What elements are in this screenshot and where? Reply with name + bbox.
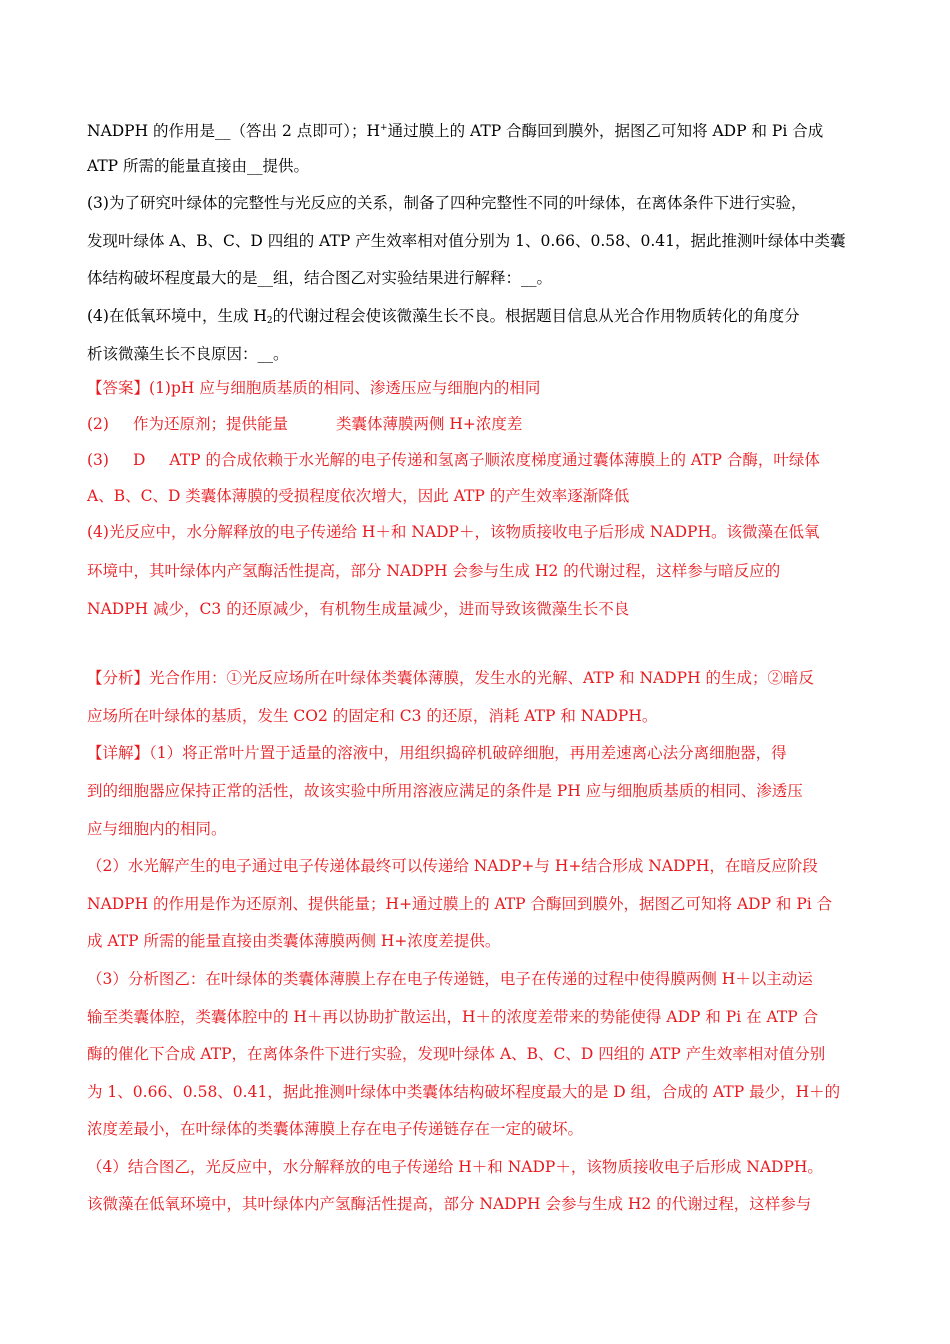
question-line-4: 发现叶绿体 A、B、C、D 四组的 ATP 产生效率相对值分别为 1、0.66、0.58、0.41，据此推测叶绿体中类囊: [87, 232, 846, 250]
superscript-plus: +: [380, 123, 388, 133]
detail-line-11: 浓度差最小，在叶绿体的类囊体薄膜上存在电子传递链存在一定的破坏。: [87, 1120, 584, 1138]
answer-line-1: [87, 378, 540, 398]
answer-number: (2): [87, 415, 109, 433]
question-line-5: 体结构破坏程度最大的是__组，结合图乙对实验结果进行解释：__。: [87, 269, 553, 287]
detail-line-5: NADPH 的作用是作为还原剂、提供能量；H+通过膜上的 ATP 合酶回到膜外，据图乙可知将 ADP 和 Pi 合: [87, 895, 833, 913]
answer-text: ATP 的合成依赖于水光解的电子传递和氢离子顺浓度梯度通过囊体薄膜上的 ATP 合酶，叶绿体: [169, 451, 820, 469]
question-line-1: [87, 118, 823, 141]
answer-line-7: NADPH 减少，C3 的还原减少，有机物生成量减少，进而导致该微藻生长不良: [87, 600, 630, 618]
detail-line-6: 成 ATP 所需的能量直接由类囊体薄膜两侧 H+浓度差提供。: [87, 932, 501, 950]
answer-text: 类囊体薄膜两侧 H+浓度差: [335, 415, 523, 433]
question-line-3: (3)为了研究叶绿体的完整性与光反应的关系，制备了四种完整性不同的叶绿体，在离体条件下进行实验，: [87, 194, 807, 212]
answer-line-2: [87, 414, 522, 434]
detail-tag: 【详解】: [87, 744, 150, 762]
detail-line-1: [87, 743, 787, 763]
question-text: NADPH 的作用是__（答出 2 点即可）；H: [87, 122, 381, 140]
answer-text: 作为还原剂；提供能量: [132, 415, 288, 433]
analysis-line-1: [87, 668, 814, 688]
detail-line-3: 应与细胞内的相同。: [87, 820, 227, 838]
analysis-tag: 【分析】: [87, 669, 150, 687]
detail-line-10: 为 1、0.66、0.58、0.41，据此推测叶绿体中类囊体结构破坏程度最大的是 D 组，合成的 ATP 最少，H＋的: [87, 1083, 841, 1101]
question-line-6: [87, 306, 800, 331]
answer-line-6: 环境中，其叶绿体内产氢酶活性提高，部分 NADPH 会参与生成 H2 的代谢过程，这样参与暗反应的: [87, 562, 781, 580]
question-text: 通过膜上的 ATP 合酶回到膜外，据图乙可知将 ADP 和 Pi 合成: [387, 122, 824, 140]
detail-line-9: 酶的催化下合成 ATP，在离体条件下进行实验，发现叶绿体 A、B、C、D 四组的 ATP 产生效率相对值分别: [87, 1045, 826, 1063]
answer-text: D: [132, 451, 146, 469]
detail-text: （1）将正常叶片置于适量的溶液中，用组织捣碎机破碎细胞，再用差速离心法分离细胞器，得: [149, 744, 787, 762]
question-line-2: ATP 所需的能量直接由__提供。: [87, 157, 310, 175]
subscript-two: 2: [266, 316, 273, 326]
question-text: (4)在低氧环境中，生成 H: [87, 307, 267, 325]
answer-text: (1)pH 应与细胞质基质的相同、渗透压应与细胞内的相同: [149, 379, 541, 397]
question-line-7: 析该微藻生长不良原因：__。: [87, 345, 289, 363]
analysis-text: 光合作用：①光反应场所在叶绿体类囊体薄膜，发生水的光解、ATP 和 NADPH 的生成；②暗反: [149, 669, 815, 687]
detail-line-8: 输至类囊体腔，类囊体腔中的 H＋再以协助扩散运出，H＋的浓度差带来的势能使得 ADP 和 Pi 在 ATP 合: [87, 1008, 819, 1026]
answer-tag: 【答案】: [87, 379, 150, 397]
detail-line-12: （4）结合图乙，光反应中，水分解释放的电子传递给 H＋和 NADP＋，该物质接收电子后形成 NADPH。: [87, 1158, 823, 1176]
answer-number: (3): [87, 451, 109, 469]
answer-line-5: (4)光反应中，水分解释放的电子传递给 H＋和 NADP＋，该物质接收电子后形成 NADPH。该微藻在低氧: [87, 523, 820, 541]
detail-line-7: （3）分析图乙：在叶绿体的类囊体薄膜上存在电子传递链，电子在传递的过程中使得膜两侧 H＋以主动运: [87, 970, 813, 988]
detail-line-13: 该微藻在低氧环境中，其叶绿体内产氢酶活性提高，部分 NADPH 会参与生成 H2 的代谢过程，这样参与: [87, 1195, 812, 1213]
answer-line-4: A、B、C、D 类囊体薄膜的受损程度依次增大，因此 ATP 的产生效率逐渐降低: [87, 487, 630, 505]
detail-line-2: 到的细胞器应保持正常的活性，故该实验中所用溶液应满足的条件是 PH 应与细胞质基质的相同、渗透压: [87, 782, 803, 800]
answer-line-3: [87, 450, 820, 470]
question-text: 的代谢过程会使该微藻生长不良。根据题目信息从光合作用物质转化的角度分: [272, 307, 800, 325]
detail-line-4: （2）水光解产生的电子通过电子传递体最终可以传递给 NADP+与 H+结合形成 NADPH，在暗反应阶段: [87, 857, 818, 875]
analysis-line-2: 应场所在叶绿体的基质，发生 CO2 的固定和 C3 的还原，消耗 ATP 和 NADPH。: [87, 707, 658, 725]
